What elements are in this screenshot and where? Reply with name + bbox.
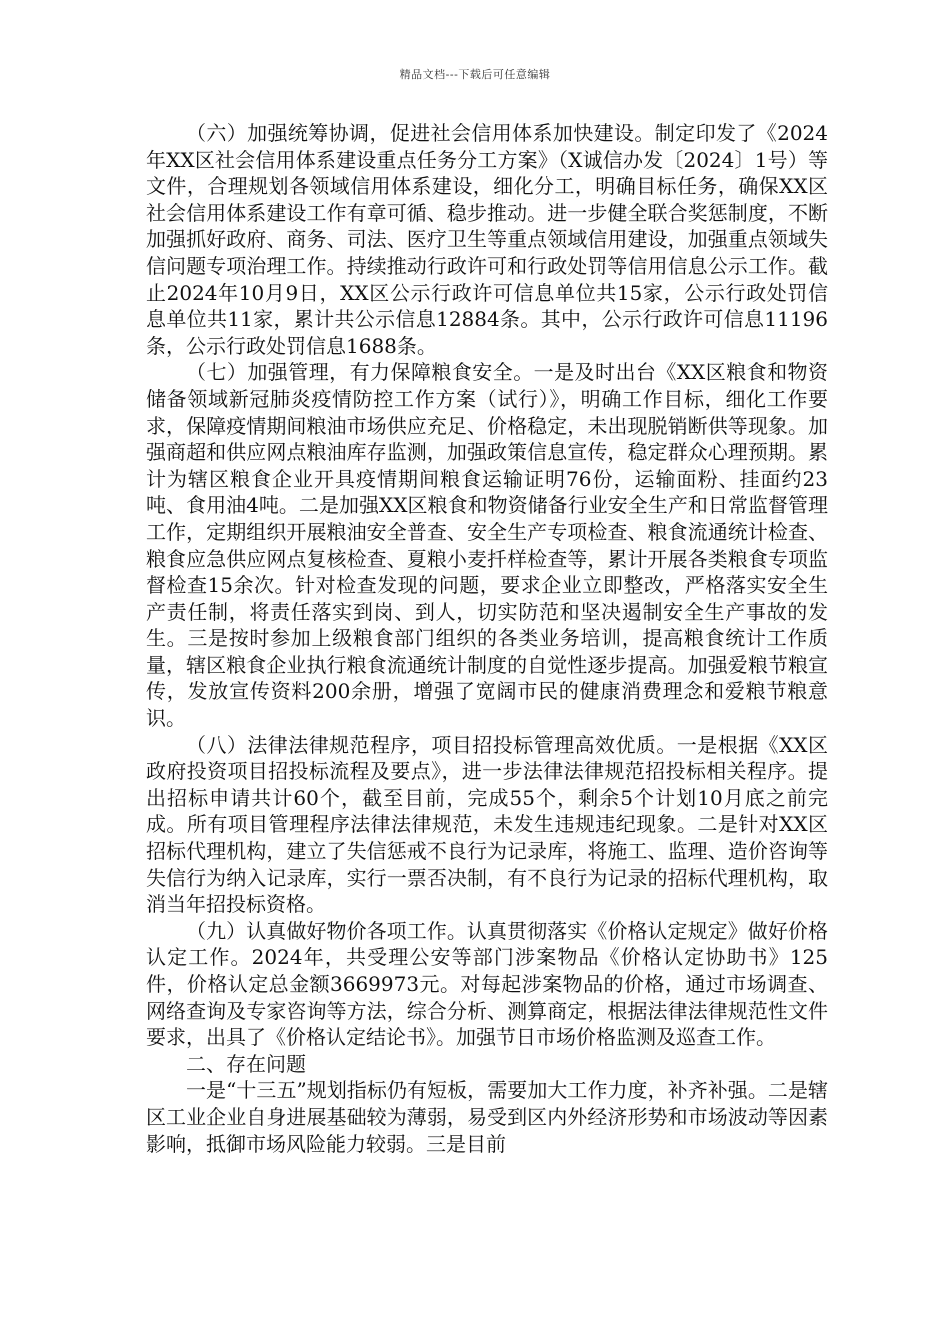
paragraph-problems: 一是“十三五”规划指标仍有短板，需要加大工作力度，补齐补强。二是辖区工业企业自身进展基础较为薄弱，易受到区内外经济形势和市场波动等因素影响，抵御市场风险能力较弱。三是目前 (146, 1078, 828, 1156)
paragraph-section-8: （八）法律法律规范程序，项目招投标管理高效优质。一是根据《XX区政府投资项目招投标流程及要点》，进一步法律法律规范招投标相关程序。提出招标申请共计60个，截至目前，完成55个，剩余5个计划10月底之前完成。所有项目管理程序法律法律规范，未发生违规违纪现象。二是针对XX区招标代理机构，建立了失信惩戒不良行为记录库，将施工、监理、造价咨询等失信行为纳入记录库，实行一票否决制，有不良行为记录的招标代理机构，取消当年招投标资格。 (146, 732, 828, 917)
page-header: 精品文档---下载后可任意编辑 (399, 68, 551, 81)
paragraph-section-7: （七）加强管理，有力保障粮食安全。一是及时出台《XX区粮食和物资储备领域新冠肺炎疫情防控工作方案（试行）》，明确工作目标，细化工作要求，保障疫情期间粮油市场供应充足、价格稳定，未出现脱销断供等现象。加强商超和供应网点粮油库存监测，加强政策信息宣传，稳定群众心理预期。累计为辖区粮食企业开具疫情期间粮食运输证明76份，运输面粉、挂面约23吨、食用油4吨。二是加强XX区粮食和物资储备行业安全生产和日常监督管理工作，定期组织开展粮油安全普查、安全生产专项检查、粮食流通统计检查、粮食应急供应网点复核检查、夏粮小麦扦样检查等，累计开展各类粮食专项监督检查15余次。针对检查发现的问题，要求企业立即整改，严格落实安全生产责任制，将责任落实到岗、到人，切实防范和坚决遏制安全生产事故的发生。三是按时参加上级粮食部门组织的各类业务培训，提高粮食统计工作质量，辖区粮食企业执行粮食流通统计制度的自觉性逐步提高。加强爱粮节粮宣传，发放宣传资料200余册，增强了宽阔市民的健康消费理念和爱粮节粮意识。 (146, 360, 828, 731)
paragraph-section-6: （六）加强统筹协调，促进社会信用体系加快建设。制定印发了《2024年XX区社会信用体系建设重点任务分工方案》（X诚信办发〔2024〕1号）等文件，合理规划各领域信用体系建设，细化分工，明确目标任务，确保XX区社会信用体系建设工作有章可循、稳步推动。进一步健全联合奖惩制度，不断加强抓好政府、商务、司法、医疗卫生等重点领域信用建设，加强重点领域失信问题专项治理工作。持续推动行政许可和行政处罚等信用信息公示工作。截止2024年10月9日，XX区公示行政许可信息单位共15家，公示行政处罚信息单位共11家，累计共公示信息12884条。其中，公示行政许可信息11196条，公示行政处罚信息1688条。 (146, 121, 828, 358)
document-body (146, 120, 828, 1157)
section-heading-problems: 二、存在问题 (186, 1051, 306, 1076)
paragraph-section-9: （九）认真做好物价各项工作。认真贯彻落实《价格认定规定》做好价格认定工作。2024年，共受理公安等部门涉案物品《价格认定协助书》125件，价格认定总金额3669973元。对每起涉案物品的价格，通过市场调查、网络查询及专家咨询等方法，综合分析、测算商定，根据法律法律规范性文件要求，出具了《价格认定结论书》。加强节日市场价格监测及巡查工作。 (146, 918, 828, 1050)
